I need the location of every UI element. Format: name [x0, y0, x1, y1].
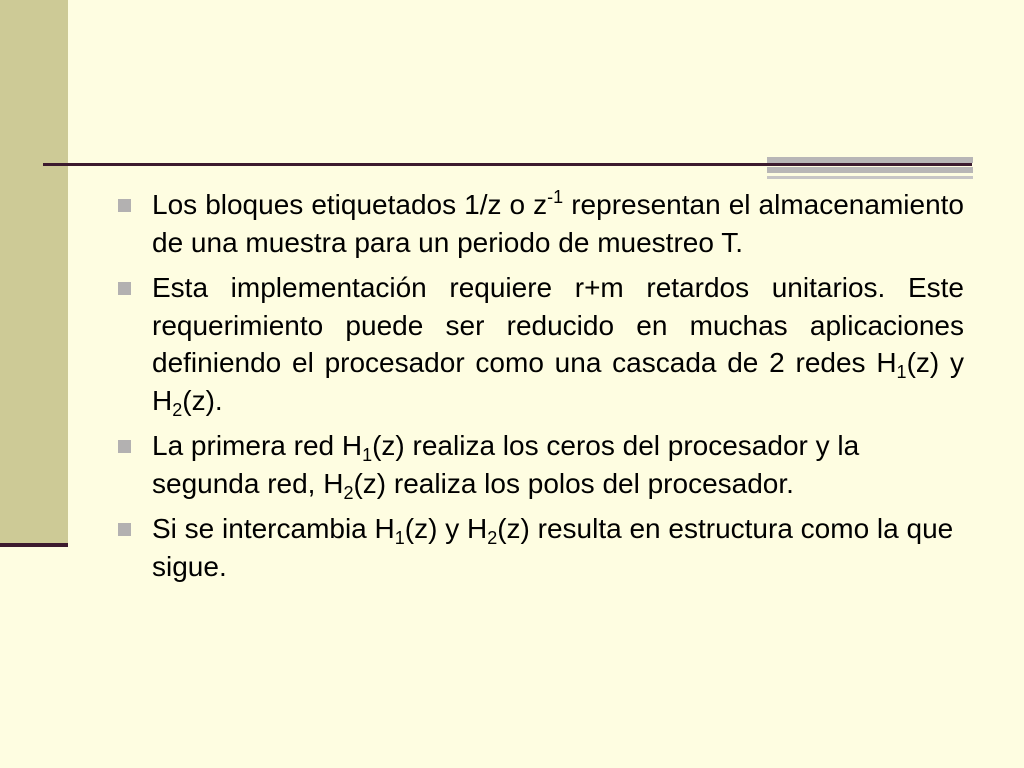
- bullet-text: [152, 272, 964, 420]
- accent-stripe: [767, 176, 973, 179]
- text-run: Si se intercambia H: [152, 513, 395, 544]
- subscript: 1: [362, 445, 373, 465]
- text-run: (z) y H: [404, 513, 488, 544]
- bullet-text: [152, 513, 953, 582]
- text-run: (z) resulta en estructura como la que sigue.: [152, 513, 954, 582]
- side-decoration-bar: [0, 0, 68, 546]
- bullet-item: [118, 269, 964, 419]
- text-run: La primera red H: [152, 430, 363, 461]
- square-bullet-icon: [118, 199, 131, 212]
- text-run: Esta implementación requiere r+m retardos unitarios. Este requerimiento puede ser reducido en muchas aplicaciones definiendo el procesador como una cascada de 2 redes H: [152, 272, 964, 378]
- bullet-item: [118, 427, 964, 502]
- side-decoration-rule: [0, 543, 68, 547]
- subscript: 1: [896, 362, 907, 382]
- superscript: -1: [547, 187, 564, 207]
- subscript: 2: [172, 399, 183, 420]
- text-run: representan el almacenamiento de una muestra para un periodo de muestreo T.: [152, 189, 964, 258]
- text-run: (z) y H: [152, 347, 964, 416]
- subscript: 2: [487, 528, 498, 548]
- square-bullet-icon: [118, 282, 131, 295]
- accent-stripe: [767, 157, 973, 163]
- text-run: (z).: [182, 384, 223, 416]
- bullet-item: [118, 510, 964, 585]
- header-accent-stripes: [767, 157, 973, 179]
- bullet-text: [152, 430, 860, 503]
- text-run: (z) realiza los polos del procesador.: [353, 467, 794, 499]
- text-run: Los bloques etiquetados 1/z o z: [152, 189, 548, 220]
- square-bullet-icon: [118, 523, 131, 536]
- bullet-text: [152, 189, 964, 258]
- square-bullet-icon: [118, 440, 131, 453]
- bullet-list: [118, 186, 964, 593]
- text-run: (z) realiza los ceros del procesador y la segunda red, H: [152, 430, 860, 499]
- subscript: 1: [394, 528, 405, 548]
- bullet-item: [118, 186, 964, 261]
- subscript: 2: [343, 482, 354, 503]
- accent-stripe: [767, 167, 973, 173]
